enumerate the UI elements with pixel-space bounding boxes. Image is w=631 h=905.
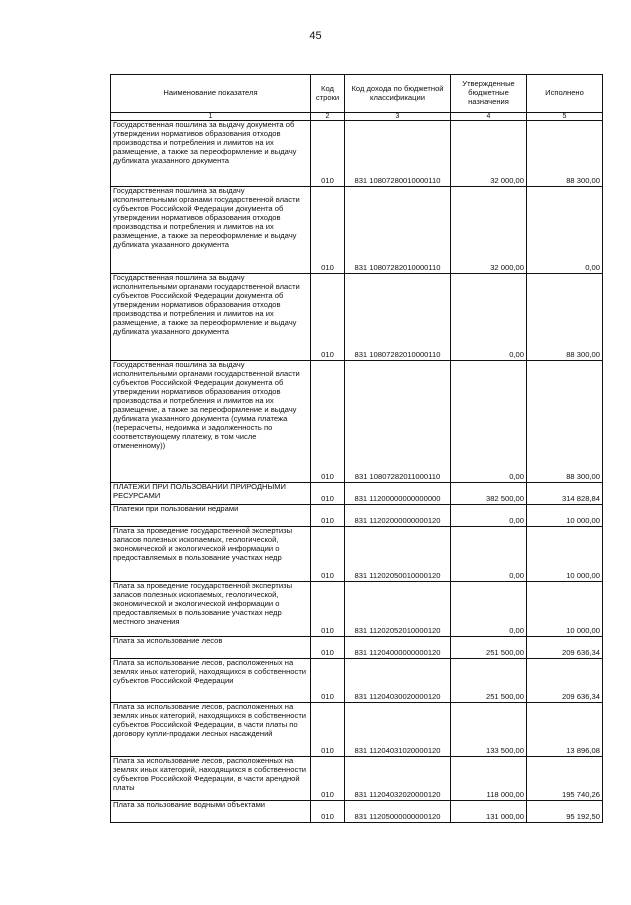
column-number: 2 — [311, 113, 345, 121]
approved-amount: 0,00 — [451, 527, 527, 582]
indicator-name: Государственная пошлина за выдачу документа об утверждении нормативов образования отходов производства и потребления и лимитов на их размещение, а также за переоформление и выдачу дубликата указанного документа — [111, 121, 311, 187]
table-row — [111, 505, 603, 527]
executed-amount: 88 300,00 — [527, 361, 603, 483]
executed-amount: 88 300,00 — [527, 121, 603, 187]
column-number: 5 — [527, 113, 603, 121]
indicator-name: Государственная пошлина за выдачу исполнительными органами государственной власти субъектов Российской Федерации документа об утверждении нормативов образования отходов производства и потребления и лимитов на их размещение, а также за переоформление и выдачу дубликата указанного документа (сумма платежа (перерасчеты, недоимка и задолженность по соответствующему платежу, в том числе отмененному)) — [111, 361, 311, 483]
row-code: 010 — [311, 659, 345, 703]
executed-amount: 209 636,34 — [527, 637, 603, 659]
row-code: 010 — [311, 505, 345, 527]
executed-amount: 10 000,00 — [527, 527, 603, 582]
indicator-name: Государственная пошлина за выдачу исполнительными органами государственной власти субъектов Российской Федерации документа об утверждении нормативов образования отходов производства и потребления и лимитов на их размещение, а также за переоформление и выдачу дубликата указанного документа — [111, 187, 311, 274]
table-row — [111, 703, 603, 757]
row-code: 010 — [311, 703, 345, 757]
table-row — [111, 757, 603, 801]
table-row — [111, 527, 603, 582]
column-number: 3 — [345, 113, 451, 121]
indicator-name: Плата за использование лесов, расположенных на землях иных категорий, находящихся в собственности субъектов Российской Федерации, в части арендной платы — [111, 757, 311, 801]
row-code: 010 — [311, 483, 345, 505]
approved-amount: 32 000,00 — [451, 187, 527, 274]
row-code: 010 — [311, 274, 345, 361]
indicator-name: Платежи при пользовании недрами — [111, 505, 311, 527]
row-code: 010 — [311, 637, 345, 659]
column-number: 4 — [451, 113, 527, 121]
income-code: 831 11200000000000000 — [345, 483, 451, 505]
income-code: 831 10807282010000110 — [345, 274, 451, 361]
table-row — [111, 659, 603, 703]
table-row — [111, 187, 603, 274]
table-row — [111, 121, 603, 187]
header-executed: Исполнено — [527, 75, 603, 113]
row-code: 010 — [311, 187, 345, 274]
indicator-name: Плата за использование лесов, расположенных на землях иных категорий, находящихся в собственности субъектов Российской Федерации, в части платы по договору купли-продажи лесных насаждений — [111, 703, 311, 757]
header-row-code: Код строки — [311, 75, 345, 113]
approved-amount: 0,00 — [451, 274, 527, 361]
approved-amount: 0,00 — [451, 582, 527, 637]
executed-amount: 13 896,08 — [527, 703, 603, 757]
indicator-name: Плата за проведение государственной экспертизы запасов полезных ископаемых, геологической, экономической и экологической информации о предоставляемых в пользование участках недр — [111, 527, 311, 582]
header-kbk: Код дохода по бюджетной классификации — [345, 75, 451, 113]
income-code: 831 11202052010000120 — [345, 582, 451, 637]
income-code: 831 11204030020000120 — [345, 659, 451, 703]
table-row — [111, 483, 603, 505]
income-code: 831 11205000000000120 — [345, 801, 451, 823]
indicator-name: Плата за проведение государственной экспертизы запасов полезных ископаемых, геологической, экономической и экологической информации о предоставляемых в пользование участках недр местного значения — [111, 582, 311, 637]
approved-amount: 118 000,00 — [451, 757, 527, 801]
executed-amount: 0,00 — [527, 187, 603, 274]
table-row — [111, 274, 603, 361]
table-row — [111, 801, 603, 823]
budget-execution-table — [110, 74, 603, 823]
approved-amount: 251 500,00 — [451, 637, 527, 659]
indicator-name: Государственная пошлина за выдачу исполнительными органами государственной власти субъектов Российской Федерации документа об утверждении нормативов образования отходов производства и потребления и лимитов на их размещение, а также за переоформление и выдачу дубликата указанного документа — [111, 274, 311, 361]
executed-amount: 209 636,34 — [527, 659, 603, 703]
income-code: 831 11204032020000120 — [345, 757, 451, 801]
approved-amount: 382 500,00 — [451, 483, 527, 505]
approved-amount: 0,00 — [451, 361, 527, 483]
page-number: 45 — [309, 30, 322, 42]
executed-amount: 10 000,00 — [527, 582, 603, 637]
approved-amount: 32 000,00 — [451, 121, 527, 187]
row-code: 010 — [311, 527, 345, 582]
executed-amount: 10 000,00 — [527, 505, 603, 527]
indicator-name: ПЛАТЕЖИ ПРИ ПОЛЬЗОВАНИИ ПРИРОДНЫМИ РЕСУРСАМИ — [111, 483, 311, 505]
row-code: 010 — [311, 121, 345, 187]
header-name: Наименование показателя — [111, 75, 311, 113]
income-code: 831 10807282011000110 — [345, 361, 451, 483]
column-number: 1 — [111, 113, 311, 121]
indicator-name: Плата за пользование водными объектами — [111, 801, 311, 823]
executed-amount: 95 192,50 — [527, 801, 603, 823]
income-code: 831 11204031020000120 — [345, 703, 451, 757]
indicator-name: Плата за использование лесов, расположенных на землях иных категорий, находящихся в собственности субъектов Российской Федерации — [111, 659, 311, 703]
indicator-name: Плата за использование лесов — [111, 637, 311, 659]
income-code: 831 11202000000000120 — [345, 505, 451, 527]
income-code: 831 11204000000000120 — [345, 637, 451, 659]
row-code: 010 — [311, 361, 345, 483]
income-code: 831 10807280010000110 — [345, 121, 451, 187]
row-code: 010 — [311, 801, 345, 823]
income-code: 831 11202050010000120 — [345, 527, 451, 582]
row-code: 010 — [311, 582, 345, 637]
table-row — [111, 637, 603, 659]
executed-amount: 314 828,84 — [527, 483, 603, 505]
approved-amount: 131 000,00 — [451, 801, 527, 823]
income-code: 831 10807282010000110 — [345, 187, 451, 274]
table-row — [111, 582, 603, 637]
header-approved: Утвержденные бюджетные назначения — [451, 75, 527, 113]
executed-amount: 88 300,00 — [527, 274, 603, 361]
row-code: 010 — [311, 757, 345, 801]
approved-amount: 0,00 — [451, 505, 527, 527]
approved-amount: 251 500,00 — [451, 659, 527, 703]
table-row — [111, 361, 603, 483]
executed-amount: 195 740,26 — [527, 757, 603, 801]
approved-amount: 133 500,00 — [451, 703, 527, 757]
table-header-row — [111, 75, 603, 113]
